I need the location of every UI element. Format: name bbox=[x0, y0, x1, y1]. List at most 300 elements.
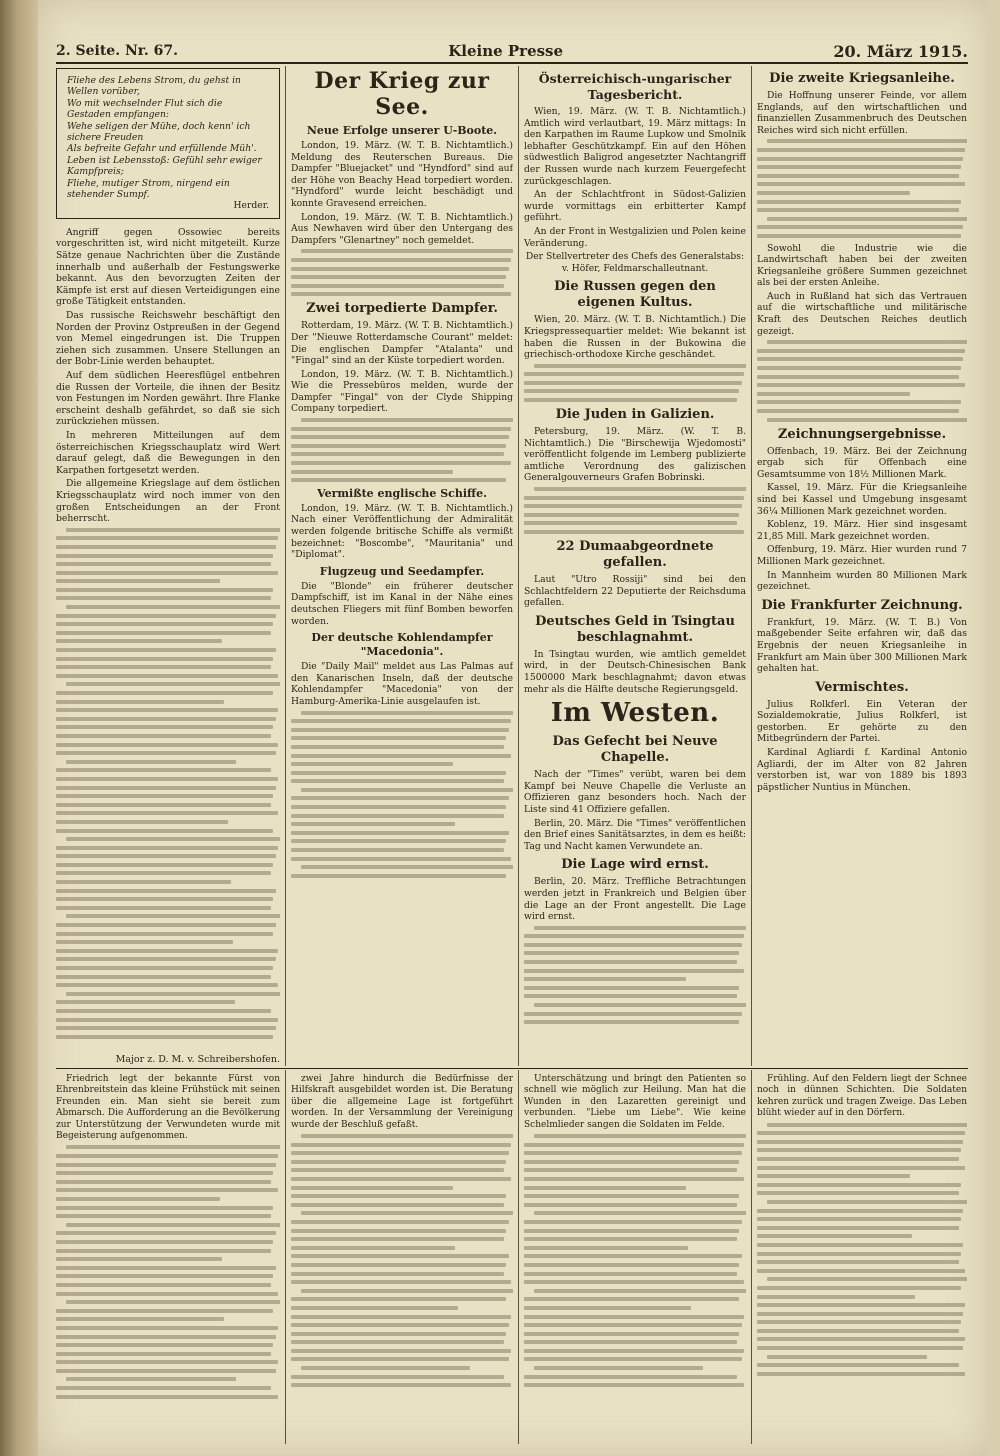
text-line bbox=[56, 1257, 222, 1261]
text-line bbox=[524, 1229, 739, 1233]
text-line bbox=[767, 1200, 967, 1204]
text-line bbox=[291, 1168, 504, 1172]
text-line bbox=[66, 760, 236, 764]
text-line bbox=[291, 796, 509, 800]
article-paragraph: Die allgemeine Kriegslage auf dem östlichen Kriegsschauplatz wird noch immer von den großen Entscheidungen an der Front beherrscht. bbox=[56, 478, 280, 525]
article-body-continued bbox=[757, 340, 967, 421]
text-line bbox=[291, 848, 504, 852]
article-body-continued bbox=[291, 249, 513, 296]
text-line bbox=[767, 217, 967, 221]
text-line bbox=[66, 682, 280, 686]
text-line bbox=[291, 1340, 504, 1344]
text-line bbox=[524, 530, 744, 534]
text-line bbox=[56, 897, 273, 901]
text-line bbox=[291, 1143, 511, 1147]
text-line bbox=[757, 165, 961, 169]
text-line bbox=[524, 521, 737, 525]
text-line bbox=[524, 1186, 686, 1190]
article-paragraph: Das russische Reichswehr beschäftigt den Norden der Provinz Ostpreußen in der Gegend von Memel eingedrungen ist. Die Truppen ziehen sich zusammen. Unsere Stellungen an der Bobr-Linie werden behauptet. bbox=[56, 310, 280, 368]
text-line bbox=[301, 1134, 513, 1138]
text-line bbox=[524, 943, 742, 947]
poem-author: Herder. bbox=[233, 200, 269, 212]
text-line bbox=[524, 513, 739, 517]
article-paragraph: Die "Daily Mail" meldet aus Las Palmas auf den Kanarischen Inseln, daß der deutsche Kohlendampfer "Macedonia" von der Hamburg-Amerika-Linie ausgelaufen ist. bbox=[291, 661, 513, 707]
text-line bbox=[56, 794, 273, 798]
text-line bbox=[291, 1151, 509, 1155]
text-line bbox=[56, 1283, 271, 1287]
article-paragraph: Die "Blonde" ein früherer deutscher Dampfschiff, ist im Kanal in der Nähe eines deutschen Fliegers mit fünf Bomben beworfen worden. bbox=[291, 580, 513, 627]
text-line bbox=[66, 1145, 280, 1149]
article-paragraph: An der Schlachtfront in Südost-Galizien wurde vormittags ein erbitterter Kampf geführt. bbox=[524, 189, 746, 224]
text-line bbox=[291, 719, 511, 723]
newspaper-page bbox=[38, 0, 988, 1456]
signature-name: v. Höfer, Feldmarschalleutnant. bbox=[561, 262, 709, 274]
text-line bbox=[56, 863, 273, 867]
text-line bbox=[291, 1315, 511, 1319]
text-line bbox=[56, 1180, 271, 1184]
article-body-continued bbox=[524, 364, 746, 402]
text-line bbox=[757, 1148, 961, 1152]
poem-line: Leben ist Lebensstoß: Gefühl sehr ewiger Kampfpreis; bbox=[67, 154, 262, 178]
text-line bbox=[291, 1246, 455, 1250]
article-paragraph: Berlin, 20. März. Treffliche Betrachtungen werden jetzt in Frankreich und Belgien über die Lage an der Front angestellt. Die Lage wird ernst. bbox=[524, 876, 746, 923]
text-line bbox=[524, 1237, 737, 1241]
text-line bbox=[56, 1360, 278, 1364]
text-line bbox=[56, 648, 276, 652]
text-line bbox=[56, 957, 276, 961]
text-line bbox=[767, 1277, 967, 1281]
text-line bbox=[757, 357, 963, 361]
text-line bbox=[56, 545, 276, 549]
headline: Der deutsche Kohlendampfer "Macedonia". bbox=[311, 631, 493, 659]
column-4 bbox=[757, 66, 967, 1066]
text-line bbox=[291, 267, 509, 271]
headline: Die Frankfurter Zeichnung. bbox=[761, 597, 963, 613]
text-line bbox=[291, 1272, 504, 1276]
article-body-continued bbox=[524, 926, 746, 1025]
column-divider bbox=[518, 1070, 519, 1444]
text-line bbox=[291, 478, 506, 482]
section-title-west: Im Westen. bbox=[550, 698, 720, 729]
text-line bbox=[56, 596, 271, 600]
text-line bbox=[56, 1369, 276, 1373]
text-line bbox=[757, 1157, 959, 1161]
text-line bbox=[291, 470, 453, 474]
text-line bbox=[56, 871, 271, 875]
text-line bbox=[757, 1260, 959, 1264]
feuilleton-rule bbox=[56, 1068, 968, 1069]
text-line bbox=[56, 1188, 278, 1192]
article-paragraph: zwei Jahre hindurch die Bedürfnisse der Hilfskraft ausgebildet worden ist. Die Beratung über die allgemeine Lage ist fortgeführt worden. In der Versammlung der Vereinigung wurde der Beschluß gefaßt. bbox=[291, 1074, 513, 1130]
text-line bbox=[757, 200, 961, 204]
text-line bbox=[524, 1323, 742, 1327]
text-line bbox=[524, 1263, 739, 1267]
text-line bbox=[66, 1377, 236, 1381]
text-line bbox=[56, 1231, 276, 1235]
text-line bbox=[56, 743, 278, 747]
newspaper-title: Kleine Presse bbox=[448, 42, 564, 60]
text-line bbox=[291, 1383, 511, 1387]
text-line bbox=[757, 409, 959, 413]
headline: Neue Erfolge unserer U-Boote. bbox=[306, 124, 498, 137]
article-paragraph: London, 19. März. (W. T. B. Nichtamtlich.) Nach einer Veröffentlichung der Admiralität werden folgende britische Schiffe als vermißt bezeichnet: "Boscombe", "Mauritania" und "Diplomat". bbox=[291, 502, 513, 561]
text-line bbox=[524, 1194, 739, 1198]
text-line bbox=[56, 1352, 271, 1356]
text-line bbox=[56, 1274, 273, 1278]
text-line bbox=[757, 1183, 961, 1187]
article-paragraph: Offenburg, 19. März. Hier wurden rund 7 Millionen Mark gezeichnet. bbox=[757, 544, 967, 567]
text-line bbox=[291, 779, 504, 783]
text-line bbox=[66, 528, 280, 532]
text-line bbox=[56, 1009, 271, 1013]
article-paragraph: Auch in Rußland hat sich das Vertrauen auf die wirtschaftliche und militärische Kraft des Deutschen Reiches deutlich gezeigt. bbox=[757, 290, 967, 337]
text-line bbox=[56, 1317, 224, 1321]
article-body-continued bbox=[291, 1134, 513, 1387]
text-line bbox=[291, 292, 511, 296]
headline: Die Lage wird ernst. bbox=[561, 857, 709, 873]
text-line bbox=[56, 631, 271, 635]
poem-line: Fliehe, mutiger Strom, nirgend ein stehender Sumpf. bbox=[67, 177, 230, 201]
headline: Das Gefecht bei Neuve Chapelle. bbox=[552, 734, 718, 766]
poem-line: Wo mit wechselnder Flut sich die Gestaden empfangen: bbox=[67, 97, 223, 121]
text-line bbox=[757, 1174, 910, 1178]
article-paragraph: Offenbach, 19. März. Bei der Zeichnung ergab sich für Offenbach eine Gesamtsumme von 18½ Millionen Mark. bbox=[757, 445, 967, 480]
text-line bbox=[524, 1315, 744, 1319]
article-paragraph: Angriff gegen Ossowiec bereits vorgeschritten ist, wird nicht mitgeteilt. Kurze Sätze genaue Nachrichten über die Zustände innerhalb und außerhalb der Festungswerke bekannt. Aus den bevorzugten Zeiten der Kämpfe ist erst auf diesen Verteidigungen eine große Tätigkeit entstanden. bbox=[56, 226, 280, 308]
article-paragraph: London, 19. März. (W. T. B. Nichtamtlich.) Aus Newhaven wird über den Untergang des Dampfers "Glenartney" noch gemeldet. bbox=[291, 211, 513, 246]
article-body-continued bbox=[291, 711, 513, 878]
text-line bbox=[291, 857, 511, 861]
text-line bbox=[56, 975, 271, 979]
text-line bbox=[56, 889, 276, 893]
text-line bbox=[66, 1223, 280, 1227]
text-line bbox=[56, 665, 271, 669]
text-line bbox=[524, 1160, 739, 1164]
text-line bbox=[56, 803, 271, 807]
poem-line: Wehe seligen der Mühe, doch kenn' ich sichere Freuden bbox=[67, 120, 251, 144]
text-line bbox=[757, 148, 965, 152]
text-line bbox=[757, 1320, 961, 1324]
text-line bbox=[291, 1263, 506, 1267]
column-divider bbox=[751, 66, 752, 1066]
text-line bbox=[66, 992, 280, 996]
text-line bbox=[291, 427, 511, 431]
text-line bbox=[524, 1349, 744, 1353]
text-line bbox=[56, 811, 278, 815]
text-line bbox=[291, 1254, 509, 1258]
text-line bbox=[524, 994, 737, 998]
author-signature: Major z. D. M. v. Schreibershofen. bbox=[115, 1054, 280, 1065]
text-line bbox=[56, 1214, 271, 1218]
article-paragraph: In Tsingtau wurden, wie amtlich gemeldet wird, in der Deutsch-Chinesischen Bank 1500000 Mark beschlagnahmt; davon etwas mehr als die Hälfte deutsche Regierungsgeld. bbox=[524, 648, 746, 695]
text-line bbox=[757, 392, 910, 396]
article-paragraph: Petersburg, 19. März. (W. T. B. Nichtamtlich.) Die "Birschewija Wjedomosti" veröffentlicht folgende im Lemberg publizierte amtliche Verordnung des galizischen Generalgouverneurs Grafen Bobrinski. bbox=[524, 426, 746, 484]
article-body-continued bbox=[56, 528, 280, 1039]
text-line bbox=[291, 1375, 504, 1379]
book-spine bbox=[0, 0, 38, 1456]
text-line bbox=[757, 1329, 959, 1333]
text-line bbox=[56, 1018, 278, 1022]
text-line bbox=[757, 234, 961, 238]
text-line bbox=[56, 614, 276, 618]
text-line bbox=[56, 906, 271, 910]
text-line bbox=[524, 1168, 737, 1172]
text-line bbox=[757, 1234, 912, 1238]
text-line bbox=[56, 983, 278, 987]
text-line bbox=[757, 1286, 961, 1290]
text-line bbox=[56, 1240, 273, 1244]
article-paragraph: Frühling. Auf den Feldern liegt der Schnee noch in dünnen Schichten. Die Soldaten kehren zurück und tragen Zweige. Das Leben blüht wieder auf in den Dörfern. bbox=[757, 1074, 967, 1119]
text-line bbox=[56, 1000, 235, 1004]
text-line bbox=[291, 444, 506, 448]
text-line bbox=[56, 1395, 278, 1399]
text-line bbox=[56, 1386, 271, 1390]
headline: Zeichnungsergebnisse. bbox=[777, 426, 947, 442]
text-line bbox=[534, 1134, 746, 1138]
headline: Vermißte englische Schiffe. bbox=[317, 486, 487, 500]
text-line bbox=[524, 504, 742, 508]
text-line bbox=[301, 418, 513, 422]
feuilleton-column-2 bbox=[291, 1074, 513, 1444]
text-line bbox=[291, 874, 506, 878]
feuilleton-column-3 bbox=[524, 1074, 746, 1444]
text-line bbox=[757, 1209, 963, 1213]
poem-line: Als befreite Gefahr und erfüllende Müh'. bbox=[67, 143, 257, 155]
text-line bbox=[56, 1035, 273, 1039]
text-line bbox=[291, 822, 455, 826]
text-line bbox=[301, 1366, 470, 1370]
article-paragraph: In mehreren Mitteilungen auf dem österreichischen Kriegsschauplatz wird Wert darauf gelegt, daß die Bewegungen in den Karpathen fortgesetzt werden. bbox=[56, 429, 280, 476]
column-divider bbox=[518, 66, 519, 1066]
section-title-naval-war: Der Krieg zur See. bbox=[314, 68, 490, 120]
text-line bbox=[524, 977, 686, 981]
text-line bbox=[534, 1003, 746, 1007]
text-line bbox=[757, 383, 965, 387]
text-line bbox=[534, 1211, 746, 1215]
text-line bbox=[56, 923, 276, 927]
article-paragraph: In Mannheim wurden 80 Millionen Mark gezeichnet. bbox=[757, 569, 967, 593]
text-line bbox=[66, 914, 280, 918]
headline: Deutsches Geld in Tsingtau beschlagnahmt. bbox=[535, 613, 735, 645]
text-line bbox=[291, 771, 506, 775]
text-line bbox=[56, 1206, 273, 1210]
text-line bbox=[56, 966, 273, 970]
text-line bbox=[524, 986, 739, 990]
headline: Die Juden in Galizien. bbox=[555, 407, 715, 423]
text-line bbox=[524, 1280, 744, 1284]
text-line bbox=[56, 854, 276, 858]
text-line bbox=[291, 284, 504, 288]
text-line bbox=[524, 1177, 744, 1181]
text-line bbox=[757, 1346, 963, 1350]
text-line bbox=[301, 865, 513, 869]
text-line bbox=[291, 1323, 509, 1327]
text-line bbox=[291, 831, 509, 835]
issue-date: 20. März 1915. bbox=[833, 41, 968, 61]
text-line bbox=[291, 1332, 506, 1336]
text-line bbox=[524, 1220, 742, 1224]
text-line bbox=[757, 1131, 965, 1135]
text-line bbox=[767, 1123, 967, 1127]
text-line bbox=[56, 1026, 276, 1030]
text-line bbox=[291, 839, 506, 843]
text-line bbox=[524, 1306, 691, 1310]
text-line bbox=[291, 1160, 506, 1164]
article-paragraph: Nach der "Times" verübt, waren bei dem Kampf bei Neuve Chapelle die Verluste an Offizieren ganz besonders hoch. Nach der Liste sind 41 Offiziere gefallen. bbox=[524, 769, 746, 815]
text-line bbox=[56, 1163, 276, 1167]
article-paragraph: Koblenz, 19. März. Hier sind insgesamt 21,85 Mill. Mark gezeichnet worden. bbox=[757, 519, 967, 542]
text-line bbox=[524, 1297, 739, 1301]
text-line bbox=[291, 1297, 506, 1301]
text-line bbox=[757, 1166, 965, 1170]
text-line bbox=[56, 1309, 273, 1313]
text-line bbox=[56, 708, 278, 712]
text-line bbox=[524, 496, 744, 500]
text-line bbox=[291, 452, 504, 456]
text-line bbox=[757, 1243, 963, 1247]
column-3 bbox=[524, 66, 746, 1066]
article-paragraph: Wien, 20. März. (W. T. B. Nichtamtlich.) Die Kriegspressequartier meldet: Wie bekannt ist haben die Russen in der Bukowina die griechisch-orthodoxe Kirche geschändet. bbox=[524, 314, 746, 361]
article-body-continued bbox=[56, 1145, 280, 1398]
text-line bbox=[56, 657, 273, 661]
text-line bbox=[757, 1295, 915, 1299]
text-line bbox=[524, 1272, 737, 1276]
article-paragraph: Rotterdam, 19. März. (W. T. B. Nichtamtlich.) Der "Nieuwe Rotterdamsche Courant" meldet: Die englischen Dampfer "Atalanta" und "Fingal" sind an der Küste torpediert worden. bbox=[291, 320, 513, 367]
text-line bbox=[291, 805, 506, 809]
text-line bbox=[56, 691, 273, 695]
text-line bbox=[56, 940, 233, 944]
page-header bbox=[56, 42, 968, 60]
text-line bbox=[56, 622, 273, 626]
text-line bbox=[757, 1337, 965, 1341]
text-line bbox=[66, 837, 280, 841]
article-paragraph: Sowohl die Industrie wie die Landwirtschaft haben bei der zweiten Kriegsanleihe größere Summen gezeichnet als bei der ersten Anleihe. bbox=[757, 242, 967, 289]
text-line bbox=[524, 1151, 742, 1155]
column-divider bbox=[751, 1070, 752, 1444]
text-line bbox=[757, 174, 959, 178]
text-line bbox=[757, 1312, 963, 1316]
text-line bbox=[757, 1363, 959, 1367]
text-line bbox=[524, 934, 744, 938]
text-line bbox=[757, 1191, 959, 1195]
text-line bbox=[524, 1340, 737, 1344]
column-2 bbox=[291, 66, 513, 1066]
text-line bbox=[757, 191, 910, 195]
article-paragraph: Auf dem südlichen Heeresflügel entbehren die Russen der Vorteile, die ihnen der Besitz von Festungen im Norden gewährt. Ihre Flanke erscheint deshalb gefährdet, so daß sie sich zurückziehen müssen. bbox=[56, 370, 280, 428]
text-line bbox=[56, 1292, 278, 1296]
text-line bbox=[767, 139, 967, 143]
text-line bbox=[56, 700, 224, 704]
text-line bbox=[757, 182, 965, 186]
text-line bbox=[291, 728, 509, 732]
text-line bbox=[291, 461, 511, 465]
headline: Die Russen gegen den eigenen Kultus. bbox=[554, 279, 716, 311]
text-line bbox=[291, 1220, 509, 1224]
headline: Flugzeug und Seedampfer. bbox=[319, 564, 485, 578]
headline: Vermischtes. bbox=[815, 679, 909, 695]
text-line bbox=[56, 536, 278, 540]
text-line bbox=[291, 1280, 511, 1284]
text-line bbox=[56, 554, 273, 558]
article-paragraph: Wien, 19. März. (W. T. B. Nichtamtlich.) Amtlich wird verlautbart, 19. März mittags: In den Karpathen im Raume Lupkow und Smolnik lebhafter Geschützkampf. Ein auf den Höhen südwestlich Baligrod angesetzter Nachtangriff der Russen wurde nach kurzem Feuergefecht zurückgeschlagen. bbox=[524, 106, 746, 187]
text-line bbox=[524, 1020, 739, 1024]
column-1 bbox=[56, 66, 280, 1064]
text-line bbox=[524, 1254, 742, 1258]
text-line bbox=[291, 814, 504, 818]
text-line bbox=[291, 1349, 511, 1353]
text-line bbox=[757, 400, 961, 404]
article-body-continued bbox=[757, 1123, 967, 1376]
poem-box bbox=[56, 68, 280, 219]
text-line bbox=[767, 1355, 927, 1359]
text-line bbox=[757, 1226, 959, 1230]
text-line bbox=[524, 372, 744, 376]
text-line bbox=[757, 225, 963, 229]
text-line bbox=[56, 725, 273, 729]
article-paragraph: Kassel, 19. März. Für die Kriegsanleihe sind bei Kassel und Umgebung insgesamt 36¼ Millionen Mark gezeichnet worden. bbox=[757, 482, 967, 517]
article-paragraph: Julius Rolkferl. Ein Veteran der Sozialdemokratie, Julius Rolkferl, ist gestorben. Er gehörte zu den Mitbegründern der Partei. bbox=[757, 698, 967, 745]
text-line bbox=[56, 846, 278, 850]
page-number: 2. Seite. Nr. 67. bbox=[56, 43, 178, 59]
text-line bbox=[291, 1357, 509, 1361]
text-line bbox=[291, 258, 511, 262]
text-line bbox=[534, 364, 746, 368]
headline: Die zweite Kriegsanleihe. bbox=[769, 71, 955, 86]
text-line bbox=[524, 1383, 744, 1387]
column-divider bbox=[285, 66, 286, 1066]
article-body-continued bbox=[524, 487, 746, 534]
text-line bbox=[56, 717, 276, 721]
text-line bbox=[291, 1177, 511, 1181]
text-line bbox=[757, 1140, 963, 1144]
feuilleton-column-1 bbox=[56, 1074, 280, 1444]
text-line bbox=[291, 1237, 504, 1241]
text-line bbox=[291, 275, 506, 279]
text-line bbox=[56, 734, 271, 738]
text-line bbox=[524, 1246, 688, 1250]
text-line bbox=[56, 880, 231, 884]
text-line bbox=[56, 1335, 276, 1339]
text-line bbox=[56, 829, 273, 833]
text-line bbox=[524, 398, 737, 402]
text-line bbox=[534, 926, 746, 930]
article-paragraph: An der Front in Westgalizien und Polen keine Veränderung. bbox=[524, 225, 746, 249]
text-line bbox=[56, 562, 271, 566]
header-rule bbox=[56, 62, 968, 64]
text-line bbox=[66, 605, 280, 609]
text-line bbox=[757, 366, 961, 370]
text-line bbox=[291, 1229, 506, 1233]
text-line bbox=[56, 674, 278, 678]
text-line bbox=[56, 1197, 220, 1201]
article-paragraph: London, 19. März. (W. T. B. Nichtamtlich.) Meldung des Reuterschen Bureaus. Die Dampfer "Bluejacket" und "Hyndford" sind auf der Höhe von Beachy Head torpediert worden. "Hyndford" wurde leicht beschädigt und konnte Gravesend erreichen. bbox=[291, 140, 513, 209]
feuilleton-column-4 bbox=[757, 1074, 967, 1444]
text-line bbox=[56, 777, 278, 781]
text-line bbox=[56, 1171, 273, 1175]
text-line bbox=[524, 1357, 742, 1361]
text-line bbox=[291, 1194, 506, 1198]
text-line bbox=[524, 1375, 737, 1379]
text-line bbox=[56, 932, 273, 936]
article-paragraph: Berlin, 20. März. Die "Times" veröffentlichen den Brief eines Sanitätsarztes, in dem es heißt: Tag und Nacht kamen Verwundete an. bbox=[524, 817, 746, 852]
text-line bbox=[56, 1249, 271, 1253]
text-line bbox=[757, 157, 963, 161]
article-body-continued bbox=[524, 1134, 746, 1387]
text-line bbox=[56, 579, 220, 583]
text-line bbox=[291, 435, 509, 439]
article-paragraph: Laut "Utro Rossiji" sind bei den Schlachtfeldern 22 Deputierte der Reichsduma gefallen. bbox=[524, 574, 746, 609]
column-divider bbox=[285, 1070, 286, 1444]
